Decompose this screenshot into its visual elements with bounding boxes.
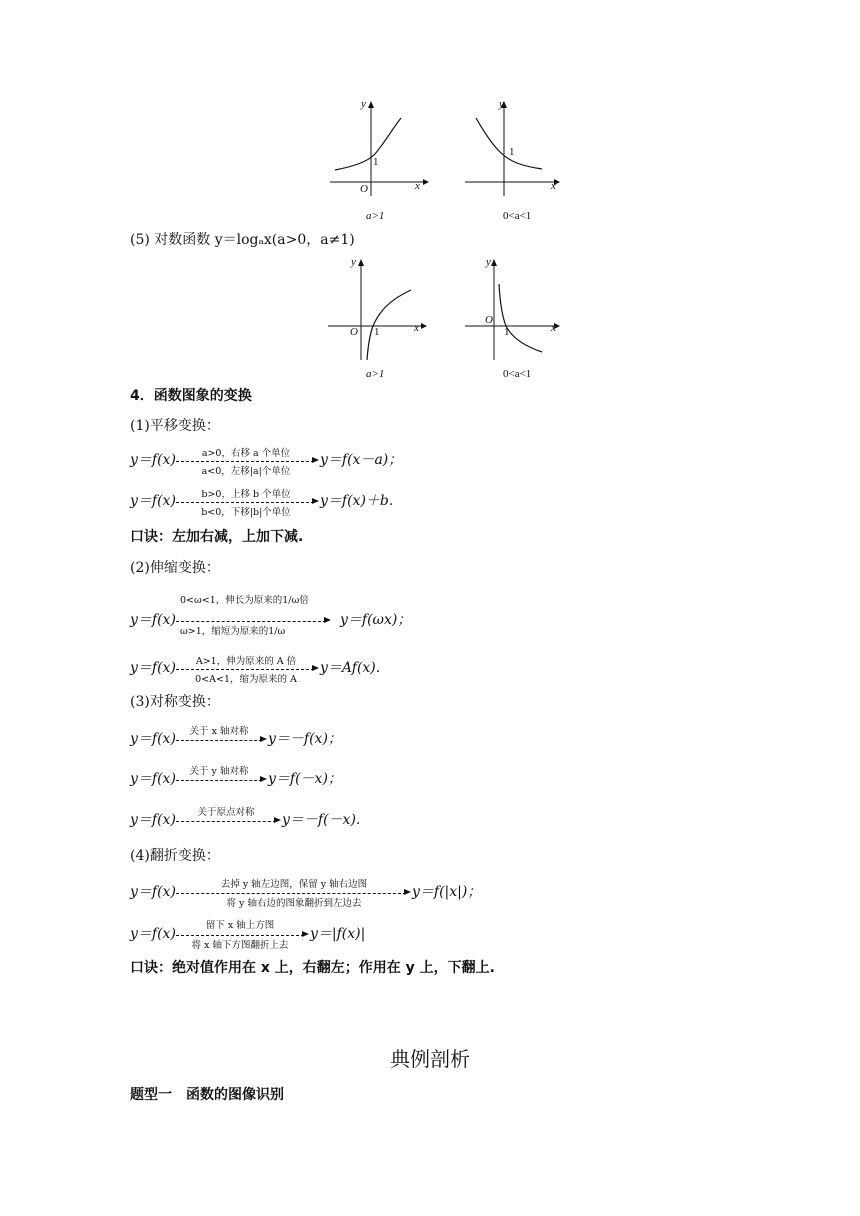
examples-heading: 典例剖析 bbox=[390, 1047, 470, 1071]
exp-right-caption: 0<a<1 bbox=[503, 210, 532, 222]
flip-mnemonic: 口诀：绝对值作用在 x 上，右翻左；作用在 y 上，下翻上. bbox=[130, 960, 495, 976]
symmetry-row1-top: 关于 x 轴对称 bbox=[189, 726, 249, 737]
flip-row1-bottom: 将 y 轴右边的图象翻折到左边去 bbox=[226, 898, 362, 909]
symmetry-row3-top: 关于原点对称 bbox=[197, 807, 255, 818]
exp-left-x-label: x bbox=[415, 180, 420, 192]
translation-row2-bottom: b<0，下移|b|个单位 bbox=[201, 507, 291, 518]
exp-right-one: 1 bbox=[509, 146, 515, 158]
log-right-origin: O bbox=[485, 314, 493, 326]
section-4-heading: 4．函数图象的变换 bbox=[130, 388, 252, 404]
stretch-row2-bottom: 0<A<1，缩为原来的 A bbox=[195, 674, 297, 685]
log-left-one: 1 bbox=[374, 326, 380, 338]
log-right-caption: 0<a<1 bbox=[503, 368, 532, 380]
log-left-x-label: x bbox=[414, 322, 419, 334]
flip-row2-bottom: 将 x 轴下方图翻折上去 bbox=[191, 940, 289, 951]
translation-mnemonic: 口诀：左加右减，上加下减. bbox=[130, 529, 304, 545]
translation-title: (1)平移变换： bbox=[130, 418, 220, 434]
stretch-row2-rhs: y＝Af(x). bbox=[320, 660, 381, 676]
log-function-title: (5) 对数函数 y＝logₐx(a>0，a≠1) bbox=[130, 232, 355, 248]
symmetry-row3-lhs: y＝f(x) bbox=[130, 812, 176, 828]
stretch-row1-lhs: y＝f(x) bbox=[130, 612, 176, 628]
symmetry-row2-top: 关于 y 轴对称 bbox=[189, 766, 249, 777]
symmetry-row1-lhs: y＝f(x) bbox=[130, 731, 176, 747]
log-left-y-label: y bbox=[351, 256, 356, 268]
stretch-row2-top: A>1，伸为原来的 A 倍 bbox=[195, 656, 297, 667]
exp-left-y-label: y bbox=[361, 98, 366, 110]
log-left-origin: O bbox=[350, 326, 358, 338]
translation-row1-bottom: a<0，左移|a|个单位 bbox=[201, 466, 291, 477]
exp-right-y-label: y bbox=[499, 98, 504, 110]
stretch-row1-bottom-frac: 1/ω bbox=[268, 626, 286, 637]
log-left-caption: a>1 bbox=[366, 368, 385, 380]
translation-row2-top: b>0，上移 b 个单位 bbox=[201, 489, 291, 500]
log-right-x-label: x bbox=[551, 322, 556, 334]
flip-row1-rhs: y＝f(|x|)； bbox=[412, 884, 482, 900]
translation-row2-lhs: y＝f(x) bbox=[130, 493, 176, 509]
translation-row1-rhs: y＝f(x－a)； bbox=[320, 452, 403, 468]
exp-left-origin: O bbox=[360, 183, 368, 195]
stretch-row1-top-end: 倍 bbox=[299, 595, 309, 606]
log-right-one: 1 bbox=[504, 326, 510, 338]
symmetry-row3-rhs: y＝－f(－x). bbox=[282, 812, 361, 828]
stretch-row1-rhs: y＝f(ωx)； bbox=[340, 612, 412, 628]
symmetry-title: (3)对称变换： bbox=[130, 694, 220, 710]
symmetry-row1-rhs: y＝－f(x)； bbox=[268, 731, 342, 747]
flip-row1-top: 去掉 y 轴左边图，保留 y 轴右边图 bbox=[220, 879, 368, 890]
symmetry-row2-lhs: y＝f(x) bbox=[130, 771, 176, 787]
topic-1-heading: 题型一 函数的图像识别 bbox=[130, 1087, 284, 1103]
stretch-row1-bottom: ω>1，缩短为原来的 bbox=[180, 626, 269, 637]
translation-row2-rhs: y＝f(x)＋b. bbox=[320, 493, 394, 509]
exp-right-x-label: x bbox=[551, 180, 556, 192]
flip-row2-rhs: y＝|f(x)| bbox=[310, 926, 366, 942]
exp-left-one: 1 bbox=[373, 156, 379, 168]
translation-row1-lhs: y＝f(x) bbox=[130, 452, 176, 468]
symmetry-row2-rhs: y＝f(－x)； bbox=[268, 771, 342, 787]
log-right-y-label: y bbox=[486, 256, 491, 268]
stretch-row1-top: 0<ω<1，伸长为原来的 bbox=[180, 595, 283, 606]
exp-left-caption: a>1 bbox=[366, 210, 385, 222]
flip-row2-lhs: y＝f(x) bbox=[130, 926, 176, 942]
log-graph-a-gt-1 bbox=[325, 256, 430, 364]
stretch-row1-top-frac: 1/ω bbox=[282, 595, 300, 606]
stretch-title: (2)伸缩变换： bbox=[130, 560, 220, 576]
translation-row1-top: a>0，右移 a 个单位 bbox=[201, 448, 291, 459]
log-graph-0-lt-a-lt-1 bbox=[462, 256, 562, 364]
flip-row1-lhs: y＝f(x) bbox=[130, 884, 176, 900]
stretch-row2-lhs: y＝f(x) bbox=[130, 660, 176, 676]
flip-row2-top: 留下 x 轴上方图 bbox=[205, 920, 275, 931]
flip-title: (4)翻折变换： bbox=[130, 848, 220, 864]
